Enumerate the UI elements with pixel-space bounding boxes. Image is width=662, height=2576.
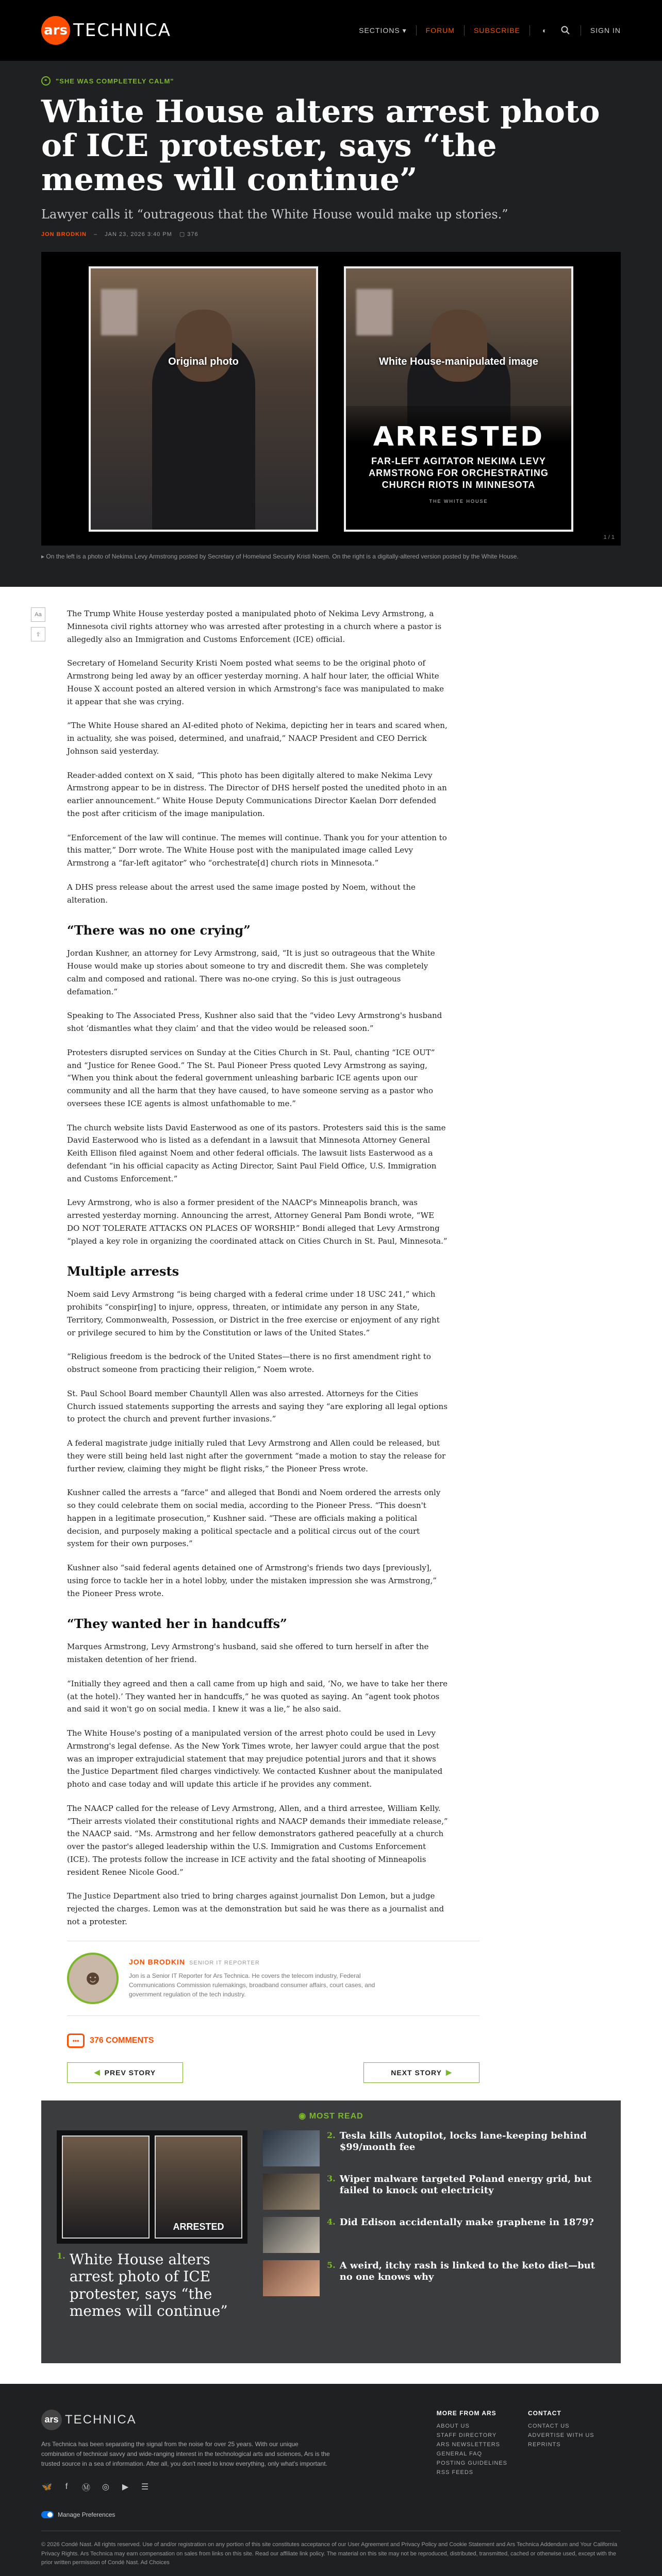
sections-menu[interactable]: SECTIONS ▾ — [359, 26, 407, 35]
manipulated-photo — [344, 266, 573, 532]
text-settings-icon[interactable]: Aa — [31, 607, 45, 622]
photo-label-left: Original photo — [168, 355, 239, 367]
instagram-icon[interactable]: ◎ — [102, 2483, 109, 2492]
top-nav — [0, 0, 662, 61]
rss-icon[interactable]: ☰ — [141, 2483, 149, 2492]
footer-link[interactable]: REPRINTS — [528, 2441, 561, 2448]
blurred-face — [101, 289, 137, 335]
paragraph: Marques Armstrong, Levy Armstrong's husband, said she offered to turn herself in after the mistaken detention of her friend. — [67, 1642, 429, 1664]
article-tools — [31, 607, 45, 641]
bluesky-icon[interactable]: 🦋 — [42, 2483, 52, 2492]
most-read-item[interactable]: 2. Tesla kills Autopilot, locks lane-keeping behind $99/month fee — [263, 2130, 605, 2166]
footer-row — [41, 2410, 621, 2493]
arrested-heading: ARRESTED — [373, 421, 544, 452]
paragraph: Reader-added context on X said, “This photo has been digitally altered to make Nekima Levy Armstrong appear to be in distress. The Director of DHS herself posted the unedited photo in an earlier announcement.” White House Deputy Communications Director Kaelan Dorr defended the post after criticism of the image manipulation. — [67, 770, 447, 818]
most-read-title: 1. White House alters arrest photo of ICE protester, says “the memes will continue” — [57, 2250, 228, 2320]
footer-link[interactable]: CONTACT US — [528, 2422, 570, 2429]
comments-link[interactable]: ••• 376 COMMENTS — [67, 2033, 621, 2048]
paragraph: “The White House shared an AI-edited photo of Nekima, depicting her in tears and scared when, in actuality, she was poised, determined, and unafraid,” NAACP President and CEO Derrick Johnson said yesterday. — [67, 721, 448, 756]
most-read-item[interactable]: 3. Wiper malware targeted Poland energy grid, but failed to knock out electricity — [263, 2174, 605, 2210]
footer-logo[interactable]: ars TECHNICA — [41, 2410, 416, 2430]
comment-icon: ▢ — [179, 231, 186, 238]
most-read-grid — [57, 2130, 605, 2320]
paragraph: The church website lists David Easterwood as one of its pastors. Protesters said this is the same David Easterwood who is listed as a defendant in a lawsuit that Minnesota Attorney General Keith Ellison filed against Noem and other federal officials. The lawsuit lists Easterwood as a defendant “in his official capacity as Acting Director, Saint Paul Field Office, U.S. Immigration and Customs Enforcement.” — [67, 1123, 446, 1183]
next-story-button[interactable]: NEXT STORY ▶ — [363, 2062, 479, 2083]
paragraph: Kushner also “said federal agents detained one of Armstrong's friends two days [previously], using force to tackle her in a hotel lobby, under the mistaken impression she was Armstrong,” the Pioneer Press wrote. — [67, 1563, 437, 1598]
footer-more-col: MORE FROM ARS ABOUT US STAFF DIRECTORY ARS NEWSLETTERS GENERAL FAQ POSTING GUIDELINES RSS FEEDS — [436, 2409, 507, 2476]
share-icon[interactable]: ⇪ — [31, 627, 45, 641]
copyright: © 2026 Condé Nast. All rights reserved. Use of and/or registration on any portion of this site constitutes acceptance of our User Agreement and Privacy Policy and Cookie Statement and Ars Technica Addendum and Your California Privacy Rights. Ars Technica may earn compensation on sales from links on this site. Read our affiliate link policy. The material on this site may not be reproduced, distributed, transmitted, cached or otherwise used, except with the prior written permission of Condé Nast. Ad Choices — [41, 2531, 621, 2568]
author-role: SENIOR IT REPORTER — [189, 1959, 260, 1966]
eye-icon: ◉ — [299, 2111, 307, 2121]
arrow-right-icon: ▶ — [445, 2068, 452, 2076]
author-box — [67, 1941, 479, 2016]
paragraph: Jordan Kushner, an attorney for Levy Armstrong, said, “It is just so outrageous that the White House would make up stories about someone to try and discredit them. She was completely calm and composed and rational. There was no-one crying. So this is just outrageous defamation.” — [67, 948, 435, 996]
footer-contact-col: CONTACT CONTACT US ADVERTISE WITH US REPRINTS — [528, 2410, 621, 2493]
quote-icon: ❝ — [41, 76, 51, 86]
paragraph: Protesters disrupted services on Sunday at the Cities Church in St. Paul, chanting “ICE OUT” and “Justice for Renee Good.” The St. Paul Pioneer Press quoted Levy Armstrong as saying, “When you think about the federal government unleashing barbaric ICE agents upon our community and all the harm that they have caused, to have someone serving as a pastor who oversees these ICE agents is almost unfathomable to me.” — [67, 1047, 435, 1108]
footer-link[interactable]: POSTING GUIDELINES — [436, 2460, 507, 2466]
footer-link[interactable]: ARS NEWSLETTERS — [436, 2441, 500, 2448]
comment-icon: ••• — [67, 2033, 85, 2048]
item-thumbnail — [263, 2260, 320, 2296]
nav-right — [359, 25, 621, 36]
thumb-photo — [62, 2136, 150, 2239]
paragraph: A federal magistrate judge initially ruled that Levy Armstrong and Allen could be released, but they were still being held last night after the government “made a motion to stay the release for further review, claiming they might be flight risks,” the Pioneer Press wrote. — [67, 1438, 446, 1473]
lead-image[interactable] — [41, 252, 621, 546]
item-thumbnail — [263, 2130, 320, 2166]
subscribe-link[interactable]: SUBSCRIBE — [473, 26, 520, 35]
item-thumbnail — [263, 2217, 320, 2253]
paragraph: The NAACP called for the release of Levy Armstrong, Allen, and a third arrestee, William Kelly. “Their arrests violated their constitutional rights and NAACP demands their immediate release,” the NAACP said. “Ms. Armstrong and her fellow demonstrators gathered peacefully at a church over the pastor's alleged leadership within the U.S. Immigration and Customs Enforcement (ICE). The protests follow the increase in ICE activity and the fatal shooting of Minneapolis resident Renee Nicole Good.” — [67, 1803, 448, 1877]
section-heading: Multiple arrests — [67, 1264, 179, 1279]
most-read-heading: ◉ MOST READ — [299, 2111, 363, 2121]
divider — [529, 25, 530, 36]
section-heading: “There was no one crying” — [67, 923, 251, 938]
footer-link[interactable]: ABOUT US — [436, 2422, 470, 2429]
forum-link[interactable]: FORUM — [425, 26, 455, 35]
footer-link[interactable]: ADVERTISE WITH US — [528, 2432, 594, 2438]
paragraph: “Enforcement of the law will continue. The memes will continue. Thank you for your attention to this matter,” Dorr wrote. The White House post with the manipulated image called Levy Armstrong a “far-left agitator” who “orchestrate[d] church riots in Minnesota.” — [67, 833, 447, 868]
image-caption: ▸ On the left is a photo of Nekima Levy Armstrong posted by Secretary of Homeland Security Kristi Noem. On the right is a digitally-altered version posted by the White House. — [41, 553, 519, 560]
thumb-photo: ARRESTED — [155, 2136, 242, 2239]
article-date: JAN 23, 2026 3:40 PM — [105, 231, 172, 238]
article-body-section — [0, 587, 662, 2083]
footer-about-text: Ars Technica has been separating the signal from the noise for over 25 years. With our unique combination of technical savvy and wide-ranging interest in the technological arts and sciences, Ars is the trusted source in a sea of information. After all, you don't need to know everything, only what's important. — [41, 2440, 330, 2467]
footer-link[interactable]: GENERAL FAQ — [436, 2450, 483, 2457]
blurred-face — [356, 289, 392, 335]
section-heading: “They wanted her in handcuffs” — [67, 1616, 287, 1632]
privacy-toggle-icon — [41, 2511, 54, 2518]
logo-word: TECHNICA — [73, 20, 172, 41]
divider — [464, 25, 465, 36]
arrested-overlay — [346, 406, 571, 530]
article-body — [67, 607, 449, 1928]
search-icon[interactable] — [560, 25, 571, 36]
paragraph: Noem said Levy Armstrong “is being charged with a federal crime under 18 USC 241,” which prohibits “conspir[ing] to injure, oppress, threaten, or intimidate any person in any State, Territory, Commonwealth, Possession, or District in the free exercise or enjoyment of any right or privilege secured to him by the Constitution or laws of the United States.” — [67, 1290, 440, 1337]
paragraph: The Trump White House yesterday posted a manipulated photo of Nekima Levy Armstrong, a Minnesota civil rights attorney who was arrested after protesting in a church where a pastor is allegedly also an Immigration and Customs Enforcement (ICE) official. — [67, 609, 442, 644]
article-title: White House alters arrest photo of ICE protester, says “the memes will continue” — [41, 94, 600, 198]
image-count: 1 / 1 — [603, 534, 615, 540]
arrested-subtext: FAR-LEFT AGITATOR NEKIMA LEVY ARMSTRONG FOR ORCHESTRATING CHURCH RIOTS IN MINNESOTA — [369, 455, 549, 490]
paragraph: Secretary of Homeland Security Kristi Noem posted what seems to be the original photo of Armstrong being led away by an officer yesterday morning. A half hour later, the official White House X account posted an altered version in which Armstrong's face was manipulated to make it appear that she was crying. — [67, 658, 444, 706]
white-house-mark: THE WHITE HOUSE — [429, 498, 488, 504]
sign-in-link[interactable]: SIGN IN — [590, 26, 621, 35]
paragraph: Kushner called the arrests a “farce” and alleged that Bondi and Noem ordered the arrests only so they could celebrate them on social media, according to the Pioneer Press. “This doesn't happen in a legitimate prosecution,” Kushner said. “These are officials making a political decision, and purposely making a political spectacle and a political circus out of the court system for their own purposes.” — [67, 1488, 441, 1549]
article-subtitle: Lawyer calls it “outrageous that the White House would make up stories.” — [41, 207, 508, 222]
footer-link[interactable]: RSS FEEDS — [436, 2469, 474, 2476]
original-photo — [89, 266, 318, 532]
person-head — [175, 310, 232, 382]
item-thumbnail — [263, 2174, 320, 2210]
person-head — [431, 310, 487, 382]
most-read-item[interactable]: 5. A weird, itchy rash is linked to the keto diet—but no one knows why — [263, 2260, 605, 2296]
author-bio: Jon is a Senior IT Reporter for Ars Technica. He covers the telecom industry, Federal Communications Commission rulemakings, broadband consumer affairs, court cases, and government regulation of the tech industry. — [129, 1972, 375, 1998]
arrow-left-icon: ◀ — [94, 2068, 101, 2076]
site-footer — [0, 2384, 662, 2576]
author-name[interactable]: JON BRODKIN — [129, 1957, 186, 1966]
story-nav — [67, 2062, 479, 2083]
youtube-icon[interactable]: ▶ — [122, 2483, 129, 2492]
article-hero — [0, 61, 662, 587]
byline: JON BRODKIN – JAN 23, 2026 3:40 PM ▢ 376 — [41, 231, 198, 238]
logo-mark: ars — [41, 16, 70, 45]
footer-link[interactable]: STAFF DIRECTORY — [436, 2432, 497, 2438]
most-read-list — [263, 2130, 605, 2320]
mastodon-icon[interactable]: Ⓜ — [81, 2483, 90, 2493]
paragraph: The Justice Department also tried to bring charges against journalist Don Lemon, but a judge rejected the charges. Lemon was at the demonstration but said he was there as a journalist and not a protester. — [67, 1891, 444, 1926]
most-read-thumbnail — [57, 2130, 247, 2244]
comment-count-link[interactable]: ▢ 376 — [179, 231, 198, 238]
site-logo[interactable] — [41, 16, 171, 45]
prev-story-button[interactable]: ◀ PREV STORY — [67, 2062, 183, 2083]
paragraph: The White House's posting of a manipulated version of the arrest photo could be used in Levy Armstrong's legal defense. As the New York Times wrote, her lawyer could argue that the post was an improper extrajudicial statement that may prejudice potential jurors and that it shows the Justice Department filed charges vindictively. We contacted Kushner about the manipulated photo and case today and will update this article if he provides any comment. — [67, 1728, 443, 1789]
social-links — [41, 2481, 416, 2493]
paragraph: A DHS press release about the arrest used the same image posted by Noem, without the alteration. — [67, 882, 416, 905]
photo-label-right: White House-manipulated image — [379, 355, 538, 367]
theme-toggle-icon[interactable]: ◐ — [542, 26, 548, 35]
most-read-item[interactable]: 4. Did Edison accidentally make graphene in 1879? — [263, 2217, 605, 2253]
footer-about — [41, 2410, 416, 2493]
paragraph: Levy Armstrong, who is also a former president of the NAACP's Minneapolis branch, was arrested yesterday morning. Announcing the arrest, Attorney General Pam Bondi wrote, “WE DO NOT TOLERATE ATTACKS ON PLACES OF WORSHIP.” Bondi alleged that Levy Armstrong “played a key role in organizing the coordinated attack on Cities Church in St. Paul, Minnesota.” — [67, 1198, 448, 1246]
paragraph: St. Paul School Board member Chauntyll Allen was also arrested. Attorneys for the Cities Church issued statements supporting the arrests and saying they “are exploring all legal options to protect the church and prevent further invasions.” — [67, 1388, 448, 1424]
article-kicker: ❝ "SHE WAS COMPLETELY CALM" — [41, 76, 621, 86]
manage-preferences[interactable]: Manage Preferences — [41, 2511, 621, 2518]
divider — [416, 25, 417, 36]
paragraph: “Initially they agreed and then a call came from up high and said, ‘No, we have to take her there (at the hotel).’ They wanted her in handcuffs,” he was quoted as saying. An “agent took photos and said it won't go on social media. I knew it was a lie,” he also said. — [67, 1679, 448, 1714]
most-read-main[interactable] — [57, 2130, 247, 2320]
most-read — [41, 2100, 621, 2363]
author-link[interactable]: JON BRODKIN — [41, 231, 87, 238]
facebook-icon[interactable]: f — [65, 2482, 68, 2492]
author-avatar[interactable]: ☻ — [67, 1953, 119, 2004]
paragraph: Speaking to The Associated Press, Kushner also said that the “video Levy Armstrong's husband shot ‘dismantles what they claim’ and that the video would be released soon.” — [67, 1011, 442, 1033]
paragraph: “Religious freedom is the bedrock of the United States—there is no first amendment right to obstruct someone from practicing their religion,” Noem wrote. — [67, 1352, 431, 1374]
